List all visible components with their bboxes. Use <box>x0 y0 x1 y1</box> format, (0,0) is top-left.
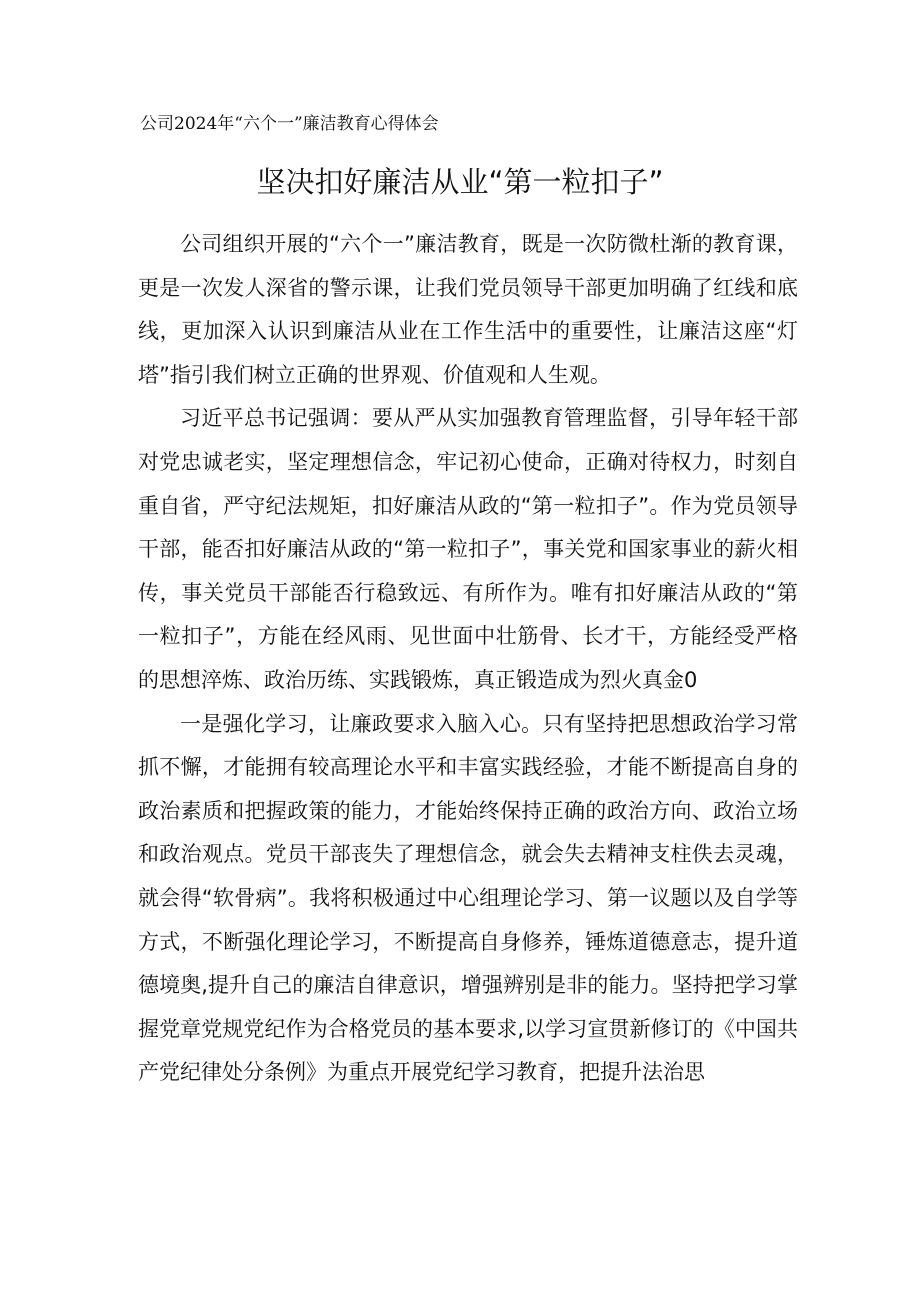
paragraph-strengthen-study: 一是强化学习，让廉政要求入脑入心。只有坚持把思想政治学习常抓不懈，才能拥有较高理论水平和丰富实践经验，才能不断提高自身的政治素质和把握政策的能力，才能始终保持正确的政治方向、政治立场和政治观点。党员干部丧失了理想信念，就会失去精神支柱佚去灵魂，就会得“软骨病”。我将积极通过中心组理论学习、第一议题以及自学等方式，不断强化理论学习，不断提高自身修养，锤炼道德意志，提升道德境奥,提升自己的廉洁自律意识，增强辨别是非的能力。坚持把学习掌握党章党规党纪作为合格党员的基本要求,以学习宣贯新修订的《中国共产党纪律处分条例》为重点开展党纪学习教育，把提升法治思 <box>138 711 798 1085</box>
document-title: 坚决扣好廉洁从业“第一粒扣子” <box>256 165 664 199</box>
paragraph-intro: 公司组织开展的“六个一”廉洁教育，既是一次防微杜渐的教育课，更是一次发人深省的警示课，让我们党员领导干部更加明确了红线和底线，更加深入认识到廉洁从业在工作生活中的重要性，让廉洁这座“灯塔”指引我们树立正确的世界观、价值观和人生观。 <box>138 232 798 387</box>
document-body <box>138 223 798 1095</box>
document-header: 公司2024年“六个一”廉洁教育心得体会 <box>140 114 439 134</box>
paragraph-xi-quote: 习近平总书记强调：要从严从实加强教育管理监督，引导年轻干部对党忠诚老实，坚定理想信念，牢记初心使命，正确对待权力，时刻自重自省，严守纪法规矩，扣好廉洁从政的“第一粒扣子”。作为党员领导干部，能否扣好廉洁从政的“第一粒扣子”，事关党和国家事业的薪火相传，事关党员干部能否行稳致远、有所作为。唯有扣好廉洁从政的“第一粒扣子”，方能在经风雨、见世面中壮筋骨、长才干，方能经受严格的思想淬炼、政治历练、实践锻炼，真正锻造成为烈火真金0 <box>138 406 798 692</box>
